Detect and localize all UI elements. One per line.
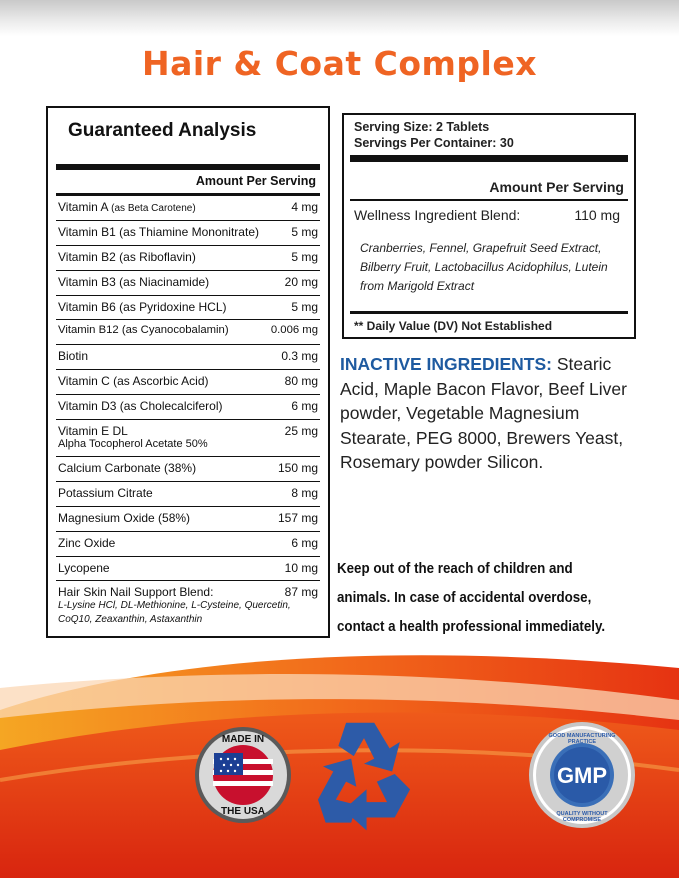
- made-in-label: MADE IN: [221, 734, 265, 745]
- nutrient-table: [56, 196, 320, 631]
- nutrient-value: 5 mg: [291, 249, 318, 264]
- nutrient-name: Hair Skin Nail Support Blend:: [58, 585, 214, 600]
- top-gradient-band: [0, 0, 679, 36]
- gmp-label: GMP: [556, 763, 608, 788]
- inactive-ingredients-text: Stearic Acid, Maple Bacon Flavor, Beef Liver powder, Vegetable Magnesium Stearate, PEG 8000, Brewers Yeast, Rosemary powder Silicon.: [340, 354, 627, 472]
- nutrient-value: 0.3 mg: [281, 349, 318, 364]
- nutrient-row: [56, 420, 320, 457]
- nutrient-value: 4 mg: [291, 200, 318, 214]
- nutrient-row: [56, 271, 320, 296]
- amount-per-serving-header: Amount Per Serving: [195, 174, 316, 188]
- guaranteed-analysis-panel: [46, 106, 330, 638]
- blend-value: 110 mg: [574, 207, 620, 223]
- nutrient-name: Magnesium Oxide (58%): [58, 510, 191, 525]
- nutrient-row: [56, 557, 320, 582]
- nutrient-row: [56, 246, 320, 271]
- nutrient-name: Vitamin B12 (as Cyanocobalamin): [58, 324, 229, 337]
- nutrient-row: [56, 345, 320, 370]
- bottom-decorative-band: [0, 640, 679, 878]
- inactive-ingredients-heading: INACTIVE INGREDIENTS:: [340, 354, 552, 374]
- nutrient-value: 6 mg: [291, 535, 318, 550]
- divider: [350, 311, 628, 314]
- gmp-badge: [527, 720, 637, 830]
- divider: [56, 164, 320, 170]
- nutrient-row: [56, 482, 320, 507]
- nutrient-row: [56, 370, 320, 395]
- nutrient-row: [56, 507, 320, 532]
- daily-value-note: ** Daily Value (DV) Not Established: [354, 319, 553, 333]
- nutrient-name: Potassium Citrate: [58, 485, 153, 500]
- divider: [350, 155, 628, 162]
- divider: [350, 199, 628, 201]
- nutrient-value: 6 mg: [291, 399, 318, 414]
- nutrient-row: [56, 221, 320, 246]
- serving-size: Serving Size: 2 Tablets: [354, 120, 490, 134]
- nutrient-name: Biotin: [58, 349, 89, 364]
- nutrient-name: Vitamin B3 (as Niacinamide): [58, 274, 210, 289]
- nutrient-name: Vitamin B6 (as Pyridoxine HCL): [58, 299, 227, 314]
- serving-panel: [342, 113, 636, 339]
- nutrient-name: Vitamin B1 (as Thiamine Mononitrate): [58, 224, 259, 239]
- nutrient-value: 8 mg: [291, 485, 318, 500]
- nutrient-value: 10 mg: [284, 560, 318, 575]
- product-title: Hair & Coat Complex: [141, 44, 538, 83]
- nutrient-name: Zinc Oxide: [58, 535, 116, 550]
- nutrient-value: 5 mg: [291, 224, 318, 239]
- nutrient-value: 80 mg: [284, 374, 318, 389]
- nutrient-value: 0.006 mg: [270, 324, 318, 337]
- recycle-icon: [300, 710, 428, 838]
- gmp-ring-top-label: GOOD MANUFACTURING PRACTICE: [548, 733, 616, 745]
- nutrient-row: [56, 532, 320, 557]
- nutrient-row: [56, 196, 320, 221]
- blend-ingredients: L-Lysine HCl, DL-Methionine, L-Cysteine, Quercetin, CoQ10, Zeaxanthin, Astaxanthin: [58, 600, 291, 626]
- nutrient-value: 25 mg: [284, 424, 318, 439]
- nutrient-name: Vitamin D3 (as Cholecalciferol): [58, 399, 223, 414]
- nutrient-row: [56, 296, 320, 321]
- nutrient-row: [56, 457, 320, 482]
- made-in-usa-badge: [193, 725, 293, 825]
- nutrient-name: Vitamin C (as Ascorbic Acid): [58, 374, 209, 389]
- nutrient-name: Vitamin E DL: [58, 424, 128, 439]
- nutrient-subname: Alpha Tocopherol Acetate 50%: [58, 438, 208, 451]
- nutrient-value: 87 mg: [284, 585, 318, 600]
- nutrient-name: Calcium Carbonate (38%): [58, 461, 197, 476]
- the-usa-label: THE USA: [221, 806, 265, 817]
- nutrient-value: 20 mg: [284, 274, 318, 289]
- inactive-ingredients: [340, 352, 640, 475]
- nutrient-name: Vitamin B2 (as Riboflavin): [58, 249, 196, 264]
- guaranteed-analysis-heading: Guaranteed Analysis: [68, 120, 257, 141]
- blend-ingredients: Cranberries, Fennel, Grapefruit Seed Extract, Bilberry Fruit, Lactobacillus Acidophilus, Lutein from Marigold Extract: [360, 241, 608, 293]
- blend-name: Wellness Ingredient Blend:: [354, 207, 521, 223]
- nutrient-row: [56, 581, 320, 631]
- servings-per-container: Servings Per Container: 30: [354, 136, 514, 150]
- nutrient-row: [56, 395, 320, 420]
- nutrient-name: Vitamin A (as Beta Carotene): [58, 200, 196, 214]
- gmp-ring-bottom-label: QUALITY WITHOUT COMPROMISE: [556, 811, 608, 823]
- nutrient-value: 150 mg: [277, 461, 318, 476]
- nutrient-row: [56, 320, 320, 345]
- nutrient-value: 5 mg: [291, 299, 318, 314]
- nutrient-name: Lycopene: [58, 560, 110, 575]
- nutrient-value: 157 mg: [277, 510, 318, 525]
- safety-warning: Keep out of the reach of children and animals. In case of accidental overdose, contact a health professional immediately.: [337, 561, 606, 635]
- amount-per-serving-header: Amount Per Serving: [489, 179, 624, 195]
